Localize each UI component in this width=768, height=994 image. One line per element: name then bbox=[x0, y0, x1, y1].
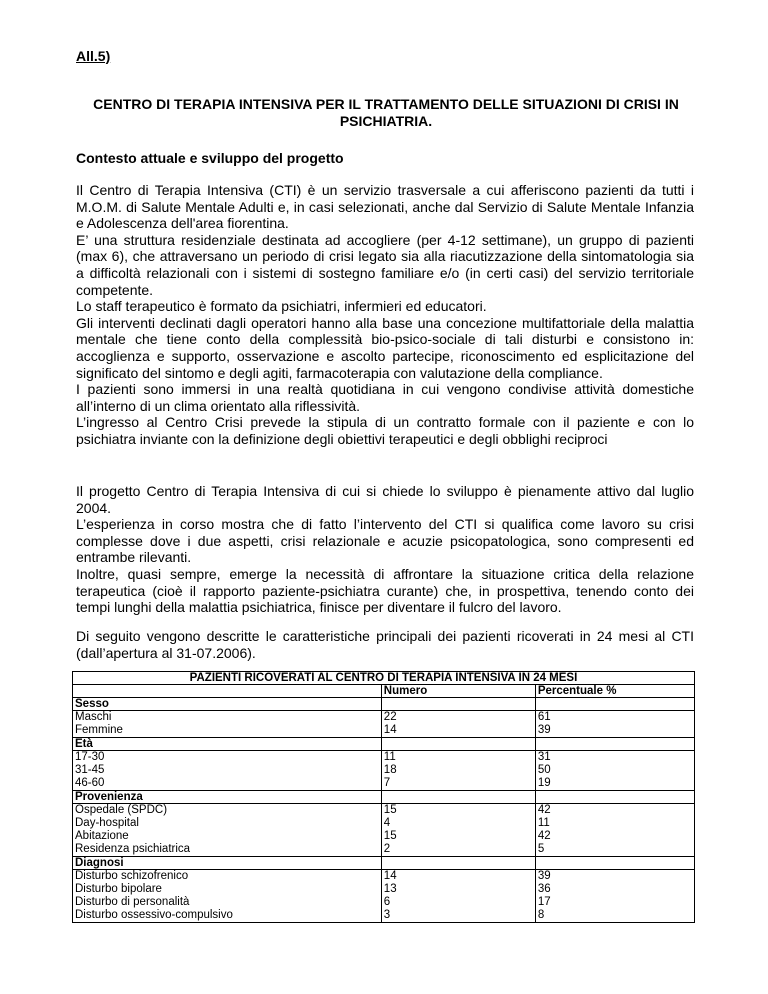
group-label-provenienza: Provenienza bbox=[73, 791, 382, 804]
paragraph: L’ingresso al Centro Crisi prevede la stipula di un contratto formale con il paziente e con lo psichiatra inviante con la definizione degli obiettivi terapeutici e degli obblighi reciproci bbox=[76, 414, 694, 447]
numero-value: 22 bbox=[383, 711, 397, 723]
group-label-sesso: Sesso bbox=[73, 698, 382, 711]
group-label-diagnosi: Diagnosi bbox=[73, 857, 382, 870]
numero-value: 11 bbox=[383, 751, 396, 763]
numero-values bbox=[381, 751, 535, 791]
empty-cell bbox=[381, 698, 535, 711]
numero-value: 6 bbox=[383, 896, 391, 908]
table-caption-row bbox=[73, 672, 695, 685]
percent-value: 50 bbox=[537, 764, 551, 776]
empty-cell bbox=[535, 738, 694, 751]
percent-values bbox=[535, 870, 694, 923]
row-label: Maschi bbox=[75, 711, 112, 723]
percent-value: 17 bbox=[537, 896, 551, 908]
group-header-row bbox=[73, 738, 695, 751]
percent-value: 11 bbox=[537, 817, 550, 829]
row-label: Disturbo bipolare bbox=[75, 883, 162, 895]
document-title: CENTRO DI TERAPIA INTENSIVA PER IL TRATTAMENTO DELLE SITUAZIONI DI CRISI IN PSICHIATRIA. bbox=[93, 96, 679, 129]
row-label: Day-hospital bbox=[75, 817, 139, 829]
row-labels bbox=[73, 711, 382, 738]
table-intro-text bbox=[76, 628, 694, 661]
numero-value: 18 bbox=[383, 764, 397, 776]
row-labels bbox=[73, 751, 382, 791]
attachment-reference: All.5) bbox=[76, 48, 111, 64]
group-label-eta: Età bbox=[73, 738, 382, 751]
row-label: Disturbo ossessivo-compulsivo bbox=[75, 909, 233, 921]
column-header-numero: Numero bbox=[381, 685, 535, 698]
row-label: 31-45 bbox=[75, 764, 105, 776]
numero-value: 2 bbox=[383, 843, 391, 855]
percent-value: 39 bbox=[537, 724, 551, 736]
paragraph: L’esperienza in corso mostra che di fatto l’intervento del CTI si qualifica come lavoro su crisi complesse dove i due aspetti, crisi relazionale e acuzie psicopatologica, sono compresenti ed entrambe rilevanti. bbox=[76, 516, 694, 566]
group-header-row bbox=[73, 791, 695, 804]
patients-table bbox=[72, 671, 695, 923]
table-row bbox=[73, 711, 695, 738]
percent-value: 61 bbox=[537, 711, 551, 723]
section-heading: Contesto attuale e sviluppo del progetto bbox=[76, 150, 344, 166]
empty-cell bbox=[381, 857, 535, 870]
paragraph: I pazienti sono immersi in una realtà quotidiana in cui vengono condivise attività domestiche all’interno di un clima orientato alla riflessività. bbox=[76, 381, 694, 414]
percent-value: 5 bbox=[537, 843, 545, 855]
paragraph: Gli interventi declinati dagli operatori hanno alla base una concezione multifattoriale della malattia mentale che tiene conto della complessità bio-psico-sociale di tali disturbi e consistono in: accoglienza e supporto, osservazione e ascolto partecipe, riconoscimento ed esplicitazione del significato del sintomo e degli agiti, farmacoterapia con valutazione della compliance. bbox=[76, 314, 694, 381]
numero-value: 13 bbox=[383, 883, 397, 895]
percent-value: 39 bbox=[537, 870, 551, 882]
column-header-percentuale: Percentuale % bbox=[535, 685, 694, 698]
numero-values bbox=[381, 870, 535, 923]
group-header-row bbox=[73, 698, 695, 711]
row-labels bbox=[73, 804, 382, 857]
row-labels bbox=[73, 870, 382, 923]
paragraph: Di seguito vengono descritte le caratteristiche principali dei pazienti ricoverati in 24 mesi al CTI (dall’apertura al 31-07.2006). bbox=[76, 628, 694, 661]
table-caption: PAZIENTI RICOVERATI AL CENTRO DI TERAPIA INTENSIVA IN 24 MESI bbox=[73, 672, 695, 685]
row-label: Disturbo schizofrenico bbox=[75, 870, 189, 882]
row-label: 17-30 bbox=[75, 751, 105, 763]
table-header-empty bbox=[73, 685, 382, 698]
numero-values bbox=[381, 804, 535, 857]
numero-value: 7 bbox=[383, 777, 391, 789]
table-row bbox=[73, 804, 695, 857]
numero-value: 14 bbox=[383, 724, 397, 736]
empty-cell bbox=[535, 791, 694, 804]
paragraph: Inoltre, quasi sempre, emerge la necessità di affrontare la situazione critica della relazione terapeutica (cioè il rapporto paziente-psichiatra curante) che, in prospettiva, tenendo conto dei tempi lunghi della malattia psichiatrica, finisce per diventare il fulcro del lavoro. bbox=[76, 565, 694, 616]
row-label: Abitazione bbox=[75, 830, 129, 842]
table-row bbox=[73, 870, 695, 923]
numero-value: 3 bbox=[383, 909, 391, 921]
numero-value: 15 bbox=[383, 804, 397, 816]
percent-values bbox=[535, 804, 694, 857]
numero-value: 14 bbox=[383, 870, 397, 882]
percent-value: 42 bbox=[537, 804, 551, 816]
empty-cell bbox=[381, 738, 535, 751]
empty-cell bbox=[535, 698, 694, 711]
row-label: Disturbo di personalità bbox=[75, 896, 190, 908]
percent-value: 19 bbox=[537, 777, 551, 789]
percent-values bbox=[535, 751, 694, 791]
paragraph: Il Centro di Terapia Intensiva (CTI) è un servizio trasversale a cui afferiscono pazienti da tutti i M.O.M. di Salute Mentale Adulti e, in casi selezionati, anche dal Servizio di Salute Mentale Infanzia e Adolescenza dell'area fiorentina. bbox=[76, 182, 694, 232]
row-label: Ospedale (SPDC) bbox=[75, 804, 168, 816]
numero-value: 4 bbox=[383, 817, 391, 829]
table-row bbox=[73, 751, 695, 791]
row-label: 46-60 bbox=[75, 777, 105, 789]
group-header-row bbox=[73, 857, 695, 870]
percent-value: 31 bbox=[537, 751, 551, 763]
percent-value: 36 bbox=[537, 883, 551, 895]
empty-cell bbox=[535, 857, 694, 870]
percent-value: 8 bbox=[537, 909, 545, 921]
row-label: Femmine bbox=[75, 724, 123, 736]
project-text bbox=[76, 483, 694, 616]
row-label: Residenza psichiatrica bbox=[75, 843, 191, 855]
numero-value: 15 bbox=[383, 830, 397, 842]
table-header-row bbox=[73, 685, 695, 698]
paragraph: E’ una struttura residenziale destinata ad accogliere (per 4-12 settimane), un gruppo di pazienti (max 6), che attraversano un periodo di crisi legato sia alla riacutizzazione della sintomatologia sia a difficoltà relazionali con i sistemi di sostegno familiare e/o (in certi casi) del servizio territoriale competente. bbox=[76, 231, 694, 298]
paragraph: Lo staff terapeutico è formato da psichiatri, infermieri ed educatori. bbox=[76, 298, 487, 315]
paragraph: Il progetto Centro di Terapia Intensiva di cui si chiede lo sviluppo è pienamente attivo dal luglio 2004. bbox=[76, 483, 694, 516]
percent-value: 42 bbox=[537, 830, 551, 842]
empty-cell bbox=[381, 791, 535, 804]
percent-values bbox=[535, 711, 694, 738]
intro-text bbox=[76, 182, 694, 448]
numero-values bbox=[381, 711, 535, 738]
